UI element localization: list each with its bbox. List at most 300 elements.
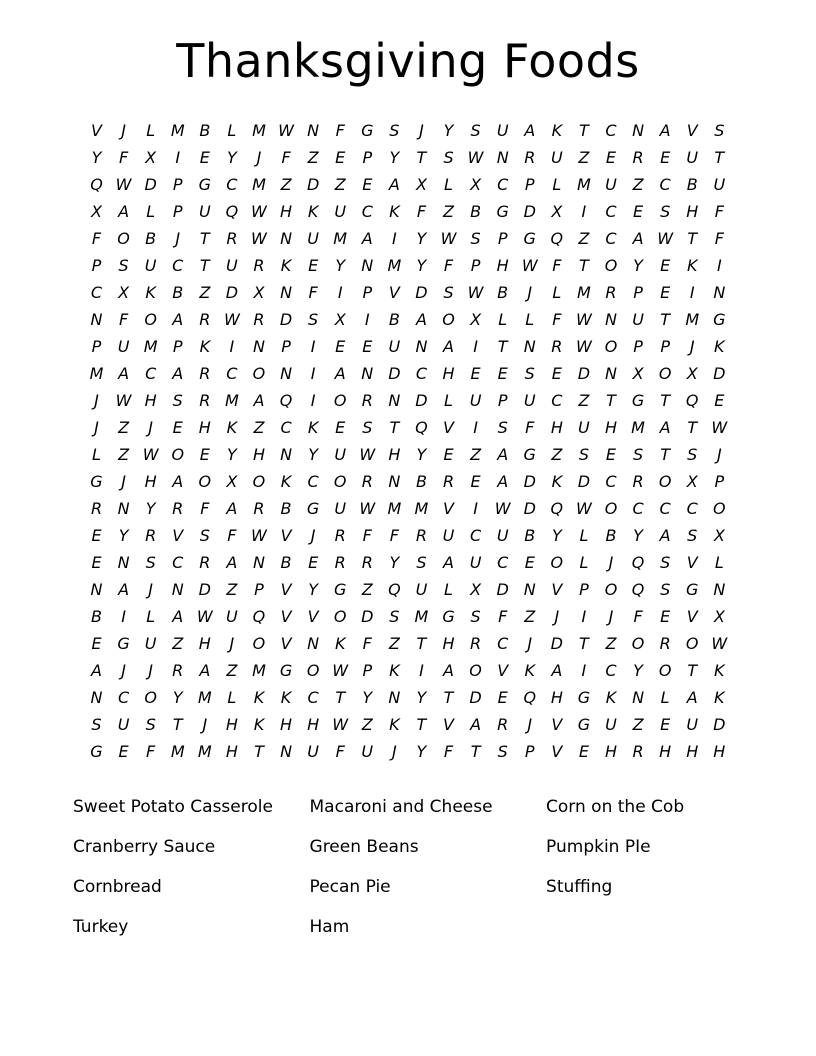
grid-cell[interactable]: R — [145, 525, 157, 545]
grid-cell[interactable]: X — [253, 282, 265, 302]
grid-cell[interactable]: Y — [118, 525, 129, 545]
grid-cell[interactable]: F — [552, 309, 562, 329]
grid-cell[interactable]: H — [550, 417, 563, 437]
grid-cell[interactable]: Z — [524, 606, 536, 626]
grid-cell[interactable]: G — [117, 633, 130, 653]
grid-cell[interactable]: R — [199, 363, 211, 383]
grid-cell[interactable]: N — [523, 579, 536, 599]
grid-cell[interactable]: S — [145, 552, 156, 572]
grid-cell[interactable]: R — [199, 309, 211, 329]
grid-cell[interactable]: A — [226, 498, 238, 518]
grid-cell[interactable]: D — [496, 579, 509, 599]
grid-cell[interactable]: N — [605, 363, 617, 383]
grid-cell[interactable]: A — [388, 174, 400, 194]
grid-cell[interactable]: S — [470, 606, 481, 626]
grid-cell[interactable]: M — [414, 498, 429, 518]
grid-cell[interactable]: S — [91, 714, 102, 734]
grid-cell[interactable]: H — [686, 741, 699, 761]
grid-cell[interactable]: E — [605, 444, 617, 464]
grid-cell[interactable]: U — [469, 552, 482, 572]
grid-cell[interactable]: O — [658, 363, 672, 383]
grid-cell[interactable]: N — [307, 120, 320, 140]
grid-cell[interactable]: L — [227, 687, 237, 707]
grid-cell[interactable]: B — [91, 606, 102, 626]
grid-cell[interactable]: X — [713, 606, 725, 626]
grid-cell[interactable]: J — [148, 417, 154, 437]
grid-cell[interactable]: P — [633, 336, 643, 356]
grid-cell[interactable]: E — [308, 255, 319, 275]
grid-cell[interactable]: J — [689, 336, 695, 356]
grid-cell[interactable]: P — [633, 282, 643, 302]
grid-cell[interactable]: N — [280, 741, 293, 761]
grid-cell[interactable]: L — [660, 687, 670, 707]
grid-cell[interactable]: C — [415, 363, 428, 383]
grid-cell[interactable]: O — [117, 228, 130, 248]
grid-cell[interactable]: D — [713, 714, 726, 734]
grid-cell[interactable]: K — [551, 120, 563, 140]
grid-cell[interactable]: J — [229, 633, 235, 653]
grid-cell[interactable]: P — [362, 147, 373, 167]
grid-cell[interactable]: R — [90, 498, 103, 518]
grid-cell[interactable]: U — [496, 120, 509, 140]
grid-cell[interactable]: I — [310, 390, 316, 410]
grid-cell[interactable]: Q — [685, 390, 699, 410]
grid-cell[interactable]: E — [335, 336, 346, 356]
grid-cell[interactable]: C — [307, 471, 319, 491]
grid-cell[interactable]: G — [442, 606, 455, 626]
grid-cell[interactable]: Y — [172, 687, 183, 707]
grid-cell[interactable]: F — [91, 228, 102, 248]
grid-cell[interactable]: O — [144, 687, 157, 707]
grid-cell[interactable]: E — [362, 174, 373, 194]
grid-cell[interactable]: S — [524, 363, 535, 383]
grid-cell[interactable]: N — [252, 336, 265, 356]
grid-cell[interactable]: Q — [550, 498, 564, 518]
grid-cell[interactable]: Z — [578, 390, 590, 410]
grid-cell[interactable]: Z — [443, 201, 454, 221]
grid-cell[interactable]: R — [253, 255, 265, 275]
grid-cell[interactable]: L — [146, 120, 156, 140]
grid-cell[interactable]: E — [335, 417, 346, 437]
grid-cell[interactable]: X — [713, 525, 725, 545]
grid-cell[interactable]: R — [199, 390, 211, 410]
grid-cell[interactable]: R — [632, 741, 644, 761]
grid-cell[interactable]: P — [362, 282, 373, 302]
grid-cell[interactable]: Z — [470, 444, 482, 464]
grid-cell[interactable]: V — [443, 417, 454, 437]
grid-cell[interactable]: T — [579, 120, 589, 140]
grid-cell[interactable]: I — [473, 336, 478, 356]
grid-cell[interactable]: R — [497, 714, 509, 734]
grid-cell[interactable]: T — [389, 417, 400, 437]
grid-cell[interactable]: G — [90, 741, 103, 761]
grid-cell[interactable]: T — [199, 228, 210, 248]
grid-cell[interactable]: N — [388, 390, 401, 410]
grid-cell[interactable]: C — [632, 498, 644, 518]
grid-cell[interactable]: U — [361, 741, 374, 761]
grid-cell[interactable]: A — [172, 606, 184, 626]
grid-cell[interactable]: A — [659, 525, 671, 545]
grid-cell[interactable]: W — [575, 498, 592, 518]
grid-cell[interactable]: Y — [389, 552, 400, 572]
grid-cell[interactable]: R — [361, 552, 373, 572]
grid-cell[interactable]: Y — [416, 687, 427, 707]
grid-cell[interactable]: V — [497, 660, 509, 680]
grid-cell[interactable]: C — [605, 471, 617, 491]
grid-cell[interactable]: U — [578, 417, 590, 437]
grid-cell[interactable]: T — [416, 633, 427, 653]
grid-cell[interactable]: L — [146, 606, 156, 626]
grid-cell[interactable]: S — [443, 282, 454, 302]
grid-cell[interactable]: G — [198, 174, 212, 194]
grid-cell[interactable]: L — [498, 309, 508, 329]
grid-cell[interactable]: M — [577, 174, 591, 194]
grid-cell[interactable]: H — [659, 741, 672, 761]
grid-cell[interactable]: G — [686, 579, 699, 599]
grid-cell[interactable]: T — [254, 741, 264, 761]
grid-cell[interactable]: P — [524, 174, 535, 194]
grid-cell[interactable]: Z — [118, 417, 130, 437]
grid-cell[interactable]: I — [229, 336, 235, 356]
grid-cell[interactable]: I — [364, 309, 370, 329]
grid-cell[interactable]: O — [252, 633, 266, 653]
grid-cell[interactable]: Z — [632, 714, 644, 734]
grid-cell[interactable]: H — [252, 444, 265, 464]
grid-cell[interactable]: A — [443, 336, 454, 356]
grid-cell[interactable]: C — [280, 417, 292, 437]
grid-cell[interactable]: I — [310, 363, 316, 383]
grid-cell[interactable]: Y — [416, 741, 427, 761]
grid-cell[interactable]: O — [713, 498, 726, 518]
grid-cell[interactable]: E — [199, 444, 210, 464]
grid-cell[interactable]: P — [714, 471, 725, 491]
grid-cell[interactable]: O — [658, 471, 672, 491]
grid-cell[interactable]: B — [686, 174, 698, 194]
grid-cell[interactable]: E — [660, 147, 671, 167]
grid-cell[interactable]: W — [467, 282, 484, 302]
grid-cell[interactable]: E — [714, 390, 725, 410]
grid-cell[interactable]: H — [442, 363, 455, 383]
grid-cell[interactable]: E — [497, 687, 508, 707]
grid-cell[interactable]: W — [251, 525, 267, 545]
grid-cell[interactable]: I — [419, 660, 424, 680]
grid-cell[interactable]: A — [226, 552, 238, 572]
grid-cell[interactable]: M — [577, 282, 591, 302]
word-list-item[interactable]: Pumpkin PIe — [546, 836, 651, 857]
grid-cell[interactable]: Z — [334, 174, 346, 194]
grid-cell[interactable]: I — [121, 606, 126, 626]
grid-cell[interactable]: P — [579, 579, 589, 599]
grid-cell[interactable]: W — [251, 228, 267, 248]
grid-cell[interactable]: A — [497, 471, 509, 491]
grid-cell[interactable]: J — [121, 471, 126, 491]
grid-cell[interactable]: Z — [605, 633, 617, 653]
grid-cell[interactable]: H — [225, 741, 238, 761]
grid-cell[interactable]: K — [307, 417, 319, 437]
grid-cell[interactable]: J — [94, 390, 99, 410]
grid-cell[interactable]: L — [444, 390, 453, 410]
grid-cell[interactable]: W — [711, 633, 728, 653]
grid-cell[interactable]: L — [552, 282, 562, 302]
grid-cell[interactable]: Z — [226, 660, 238, 680]
grid-cell[interactable]: E — [470, 471, 481, 491]
word-list-item[interactable]: Ham — [309, 916, 350, 937]
grid-cell[interactable]: M — [170, 120, 185, 140]
grid-cell[interactable]: U — [713, 174, 726, 194]
grid-cell[interactable]: D — [225, 282, 239, 302]
grid-cell[interactable]: C — [145, 363, 157, 383]
grid-cell[interactable]: M — [252, 174, 266, 194]
grid-cell[interactable]: H — [388, 444, 401, 464]
grid-cell[interactable]: U — [144, 633, 157, 653]
grid-cell[interactable]: Q — [90, 174, 103, 194]
grid-cell[interactable]: I — [689, 282, 695, 302]
grid-cell[interactable]: B — [172, 282, 184, 302]
grid-cell[interactable]: W — [251, 201, 267, 221]
grid-cell[interactable]: G — [577, 714, 591, 734]
grid-cell[interactable]: C — [307, 687, 319, 707]
grid-cell[interactable]: C — [117, 687, 130, 707]
grid-cell[interactable]: S — [497, 741, 508, 761]
grid-cell[interactable]: C — [226, 363, 238, 383]
grid-cell[interactable]: P — [91, 336, 102, 356]
grid-cell[interactable]: S — [660, 579, 671, 599]
grid-cell[interactable]: E — [660, 714, 671, 734]
grid-cell[interactable]: C — [226, 174, 238, 194]
grid-cell[interactable]: S — [470, 120, 481, 140]
grid-cell[interactable]: A — [497, 444, 509, 464]
grid-cell[interactable]: S — [199, 525, 210, 545]
grid-cell[interactable]: N — [388, 471, 401, 491]
word-list-item[interactable]: Cornbread — [73, 876, 162, 897]
grid-cell[interactable]: W — [359, 444, 376, 464]
grid-cell[interactable]: O — [252, 471, 266, 491]
grid-cell[interactable]: C — [497, 552, 509, 572]
grid-cell[interactable]: T — [335, 687, 346, 707]
grid-cell[interactable]: J — [527, 282, 533, 302]
grid-cell[interactable]: V — [443, 714, 454, 734]
grid-cell[interactable]: V — [280, 579, 292, 599]
grid-cell[interactable]: R — [172, 660, 184, 680]
grid-cell[interactable]: V — [551, 714, 563, 734]
grid-cell[interactable]: K — [524, 660, 535, 680]
grid-cell[interactable]: N — [415, 336, 428, 356]
grid-cell[interactable]: J — [608, 552, 614, 572]
grid-cell[interactable]: Z — [199, 282, 211, 302]
grid-cell[interactable]: A — [659, 120, 671, 140]
grid-cell[interactable]: N — [496, 147, 509, 167]
grid-cell[interactable]: K — [714, 336, 725, 356]
grid-cell[interactable]: Z — [280, 174, 292, 194]
grid-cell[interactable]: Z — [578, 228, 590, 248]
grid-cell[interactable]: F — [146, 741, 156, 761]
grid-cell[interactable]: I — [392, 228, 397, 248]
grid-cell[interactable]: V — [307, 606, 319, 626]
grid-cell[interactable]: U — [523, 390, 536, 410]
grid-cell[interactable]: V — [551, 579, 563, 599]
grid-cell[interactable]: H — [225, 714, 238, 734]
grid-cell[interactable]: C — [90, 282, 103, 302]
grid-cell[interactable]: S — [660, 201, 671, 221]
grid-cell[interactable]: P — [281, 336, 291, 356]
grid-cell[interactable]: S — [687, 525, 698, 545]
grid-cell[interactable]: I — [581, 606, 587, 626]
grid-cell[interactable]: R — [470, 633, 482, 653]
grid-cell[interactable]: U — [226, 255, 238, 275]
grid-cell[interactable]: M — [631, 417, 645, 437]
grid-cell[interactable]: C — [470, 525, 482, 545]
grid-cell[interactable]: A — [470, 714, 482, 734]
grid-cell[interactable]: D — [361, 606, 374, 626]
grid-cell[interactable]: I — [581, 201, 587, 221]
grid-cell[interactable]: W — [196, 606, 213, 626]
grid-cell[interactable]: T — [497, 336, 508, 356]
grid-cell[interactable]: H — [496, 255, 509, 275]
grid-cell[interactable]: W — [494, 498, 511, 518]
grid-cell[interactable]: E — [497, 363, 508, 383]
grid-cell[interactable]: O — [144, 309, 157, 329]
grid-cell[interactable]: X — [686, 471, 698, 491]
word-list-item[interactable]: Stuffing — [546, 876, 613, 897]
grid-cell[interactable]: M — [170, 741, 185, 761]
grid-cell[interactable]: V — [443, 498, 454, 518]
grid-cell[interactable]: V — [686, 120, 698, 140]
grid-cell[interactable]: N — [90, 579, 103, 599]
grid-cell[interactable]: K — [334, 633, 346, 653]
grid-cell[interactable]: G — [90, 471, 103, 491]
grid-cell[interactable]: D — [415, 390, 428, 410]
grid-cell[interactable]: Y — [308, 579, 319, 599]
grid-cell[interactable]: R — [334, 525, 346, 545]
grid-cell[interactable]: Z — [172, 633, 184, 653]
grid-cell[interactable]: K — [280, 687, 292, 707]
grid-cell[interactable]: E — [443, 444, 454, 464]
grid-cell[interactable]: X — [632, 363, 644, 383]
grid-cell[interactable]: R — [226, 228, 238, 248]
word-list-item[interactable]: Cranberry Sauce — [73, 836, 216, 857]
grid-cell[interactable]: F — [118, 147, 129, 167]
grid-cell[interactable]: T — [172, 714, 183, 734]
grid-cell[interactable]: E — [362, 336, 373, 356]
grid-cell[interactable]: H — [198, 417, 211, 437]
grid-cell[interactable]: M — [143, 336, 158, 356]
grid-cell[interactable]: L — [227, 120, 237, 140]
grid-cell[interactable]: N — [632, 687, 645, 707]
grid-cell[interactable]: U — [117, 714, 130, 734]
grid-cell[interactable]: Q — [388, 579, 401, 599]
grid-cell[interactable]: E — [605, 147, 617, 167]
grid-cell[interactable]: B — [497, 282, 509, 302]
grid-cell[interactable]: R — [632, 471, 644, 491]
grid-cell[interactable]: E — [633, 201, 644, 221]
grid-cell[interactable]: N — [280, 282, 293, 302]
grid-cell[interactable]: K — [199, 336, 211, 356]
grid-cell[interactable]: P — [254, 579, 264, 599]
grid-cell[interactable]: D — [469, 687, 482, 707]
grid-cell[interactable]: K — [226, 417, 238, 437]
grid-cell[interactable]: I — [310, 336, 316, 356]
grid-cell[interactable]: X — [91, 201, 102, 221]
grid-cell[interactable]: U — [307, 741, 319, 761]
grid-cell[interactable]: U — [334, 498, 347, 518]
grid-cell[interactable]: G — [577, 687, 591, 707]
grid-cell[interactable]: E — [660, 282, 671, 302]
grid-cell[interactable]: O — [604, 336, 618, 356]
grid-cell[interactable]: R — [361, 390, 373, 410]
grid-cell[interactable]: E — [470, 363, 481, 383]
grid-cell[interactable]: K — [307, 201, 319, 221]
grid-cell[interactable]: A — [172, 363, 184, 383]
grid-cell[interactable]: T — [687, 660, 698, 680]
grid-cell[interactable]: I — [716, 255, 722, 275]
grid-cell[interactable]: G — [523, 444, 536, 464]
grid-cell[interactable]: R — [605, 282, 617, 302]
grid-cell[interactable]: K — [389, 201, 400, 221]
grid-cell[interactable]: B — [388, 309, 400, 329]
grid-cell[interactable]: N — [280, 444, 293, 464]
grid-cell[interactable]: Q — [415, 417, 428, 437]
grid-cell[interactable]: J — [716, 444, 722, 464]
grid-cell[interactable]: U — [226, 606, 238, 626]
grid-cell[interactable]: A — [334, 363, 346, 383]
grid-cell[interactable]: S — [687, 444, 698, 464]
grid-cell[interactable]: V — [686, 552, 698, 572]
grid-cell[interactable]: C — [686, 498, 698, 518]
grid-cell[interactable]: D — [577, 363, 591, 383]
grid-cell[interactable]: D — [577, 471, 591, 491]
grid-cell[interactable]: W — [467, 147, 484, 167]
grid-cell[interactable]: U — [307, 228, 319, 248]
grid-cell[interactable]: T — [416, 147, 427, 167]
grid-cell[interactable]: D — [523, 498, 536, 518]
grid-cell[interactable]: P — [524, 741, 535, 761]
grid-cell[interactable]: G — [306, 498, 320, 518]
grid-cell[interactable]: N — [605, 309, 617, 329]
grid-cell[interactable]: B — [524, 525, 536, 545]
grid-cell[interactable]: J — [554, 606, 560, 626]
grid-cell[interactable]: U — [415, 579, 428, 599]
grid-cell[interactable]: N — [713, 579, 726, 599]
grid-cell[interactable]: L — [444, 174, 453, 194]
grid-cell[interactable]: A — [443, 660, 454, 680]
grid-cell[interactable]: X — [686, 363, 698, 383]
grid-cell[interactable]: O — [252, 363, 266, 383]
grid-cell[interactable]: F — [525, 417, 535, 437]
grid-cell[interactable]: W — [142, 444, 159, 464]
grid-cell[interactable]: X — [470, 174, 482, 194]
word-list-item[interactable]: Corn on the Cob — [546, 796, 685, 817]
grid-cell[interactable]: G — [496, 201, 509, 221]
grid-cell[interactable]: W — [440, 228, 457, 248]
grid-cell[interactable]: P — [497, 228, 508, 248]
grid-cell[interactable]: F — [714, 201, 724, 221]
grid-cell[interactable]: F — [118, 309, 129, 329]
grid-cell[interactable]: T — [579, 633, 589, 653]
grid-cell[interactable]: T — [687, 417, 698, 437]
grid-cell[interactable]: R — [415, 525, 427, 545]
grid-cell[interactable]: U — [334, 444, 347, 464]
grid-cell[interactable]: W — [657, 228, 674, 248]
grid-cell[interactable]: A — [524, 120, 536, 140]
grid-cell[interactable]: J — [392, 741, 397, 761]
grid-cell[interactable]: D — [279, 309, 293, 329]
grid-cell[interactable]: J — [121, 660, 126, 680]
grid-cell[interactable]: T — [660, 390, 671, 410]
grid-cell[interactable]: K — [253, 687, 265, 707]
grid-cell[interactable]: K — [253, 714, 265, 734]
grid-cell[interactable]: K — [280, 471, 292, 491]
grid-cell[interactable]: D — [550, 633, 563, 653]
